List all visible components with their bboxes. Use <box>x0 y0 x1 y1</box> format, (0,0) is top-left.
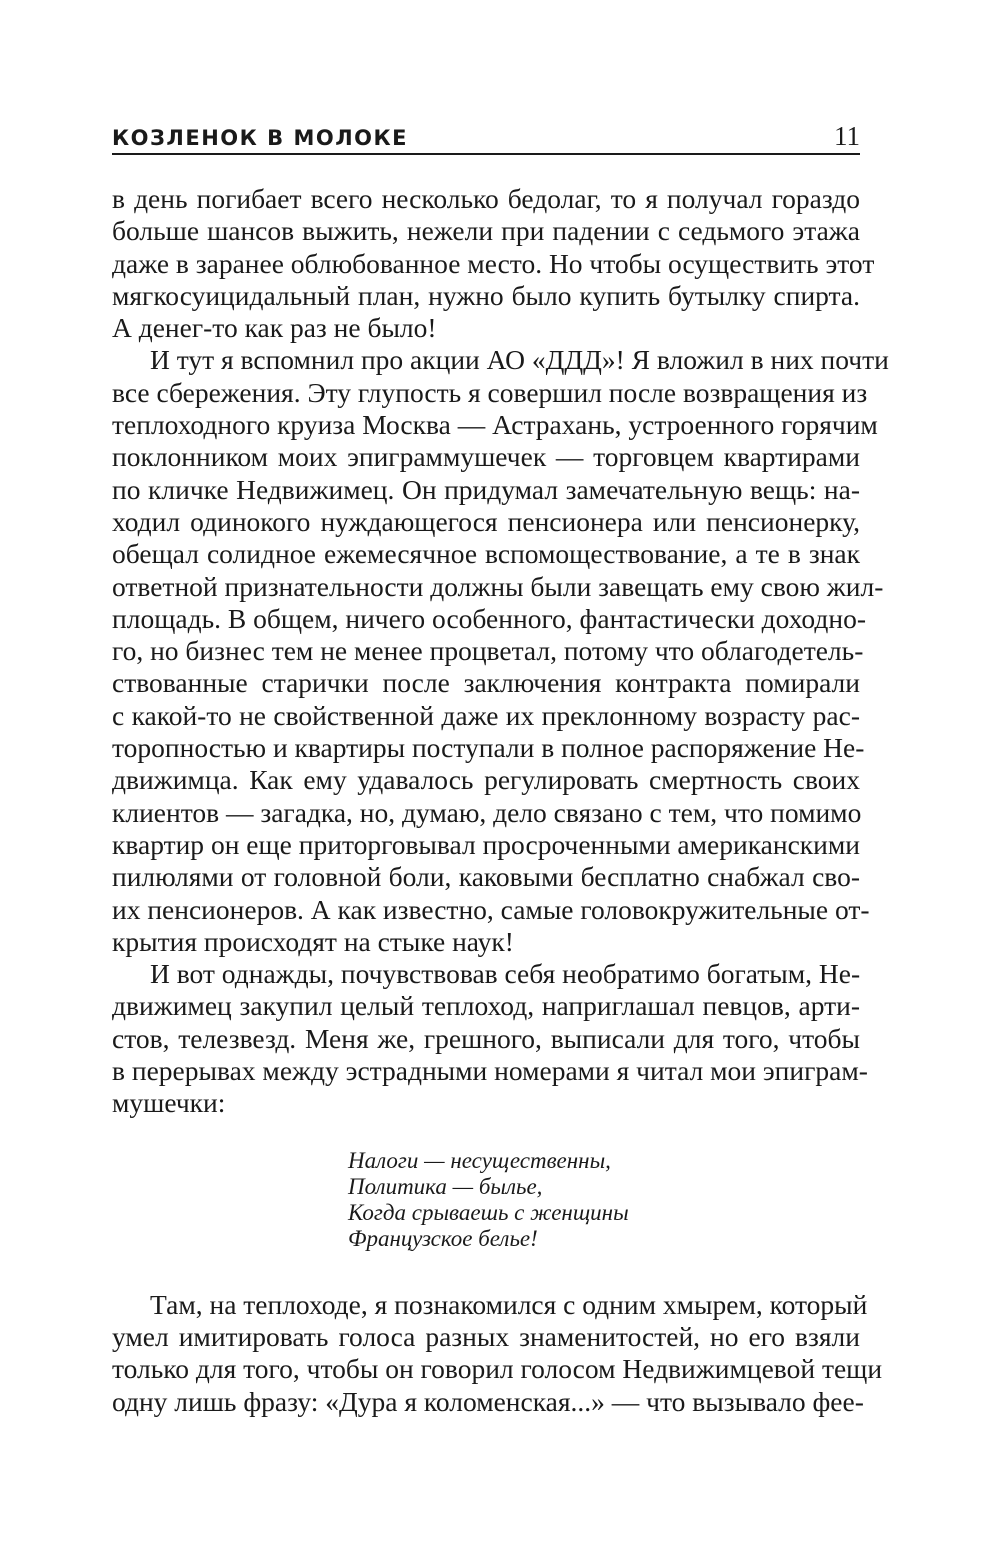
text-line: площадь. В общем, ничего особенного, фантастически доходно- <box>112 602 866 634</box>
text-line: И тут я вспомнил про акции АО «ДДД»! Я вложил в них почти <box>150 344 889 376</box>
text-line: стов, телезвезд. Меня же, грешного, выписали для того, чтобы <box>112 1022 860 1054</box>
text-line: ходил одинокого нуждающегося пенсионера или пенсионерку, <box>112 505 860 537</box>
text-line: только для того, чтобы он говорил голосом Недвижимцевой тещи <box>112 1353 883 1385</box>
text-line: ответной признательности должны были завещать ему свою жил- <box>112 570 884 602</box>
text-line: по кличке Недвижимец. Он придумал замечательную вещь: на- <box>112 473 860 505</box>
page-number: 11 <box>834 121 860 151</box>
text-line: клиентов — загадка, но, думаю, дело связано с тем, что помимо <box>112 796 862 828</box>
poem-line: Налоги — несущественны, <box>348 1147 611 1173</box>
text-line: А денег-то как раз не было! <box>112 312 437 344</box>
paragraph-2 <box>112 344 889 958</box>
poem-line: Французское белье! <box>348 1225 538 1251</box>
text-line: мушечки: <box>112 1087 226 1119</box>
text-line: все сбережения. Эту глупость я совершил после возвращения из <box>112 376 868 408</box>
text-line: одну лишь фразу: «Дура я коломенская...» — что вызывало фее- <box>112 1385 864 1417</box>
paragraph-1 <box>112 183 875 344</box>
text-line: больше шансов выжить, нежели при падении с седьмого этажа <box>112 215 860 247</box>
paragraph-4 <box>112 1288 883 1418</box>
epigram-poem <box>348 1148 860 1252</box>
text-line: умел имитировать голоса разных знаменитостей, но его взяли <box>112 1320 860 1352</box>
text-line: квартир он еще приторговывал просроченными американскими <box>112 828 860 860</box>
text-line: с какой-то не свойственной даже их преклонному возрасту рас- <box>112 699 860 731</box>
book-page <box>112 112 889 1418</box>
text-line: ствованные старички после заключения контракта помирали <box>112 667 860 699</box>
text-line: теплоходного круиза Москва — Астрахань, устроенного горячим <box>112 409 878 441</box>
text-line: И вот однажды, почувствовав себя необратимо богатым, Не- <box>150 958 861 990</box>
text-line: пилюлями от головной боли, каковыми бесплатно снабжал сво- <box>112 861 860 893</box>
text-line: движимца. Как ему удавалось регулировать смертность своих <box>112 764 860 796</box>
running-title: КОЗЛЕНОК В МОЛОКЕ <box>112 126 408 150</box>
text-line: в день погибает всего несколько бедолаг, то я получал гораздо <box>112 183 860 214</box>
running-head <box>112 112 860 155</box>
text-line: обещал солидное ежемесячное вспомоществование, а те в знак <box>112 538 860 570</box>
text-line: их пенсионеров. А как известно, самые головокружительные от- <box>112 893 870 925</box>
text-line: крытия происходят на стыке наук! <box>112 925 514 957</box>
text-line: в перерывах между эстрадными номерами я читал мои эпиграм- <box>112 1055 868 1087</box>
text-line: поклонником моих эпиграммушечек — торговцем квартирами <box>112 441 860 473</box>
text-line: мягкосуицидальный план, нужно было купить бутылку спирта. <box>112 279 860 311</box>
text-line: торопностью и квартиры поступали в полное распоряжение Не- <box>112 732 865 764</box>
text-line: движимец закупил целый теплоход, наприглашал певцов, арти- <box>112 990 860 1022</box>
poem-line: Когда срываешь с женщины <box>348 1199 629 1225</box>
text-line: го, но бизнес тем не менее процветал, потому что облагодетель- <box>112 635 864 667</box>
body-text <box>112 183 889 1418</box>
text-line: даже в заранее облюбованное место. Но чтобы осуществить этот <box>112 247 875 279</box>
text-line: Там, на теплоходе, я познакомился с одним хмырем, который <box>150 1288 868 1320</box>
poem-line: Политика — былье, <box>348 1173 543 1199</box>
paragraph-3 <box>112 958 868 1119</box>
